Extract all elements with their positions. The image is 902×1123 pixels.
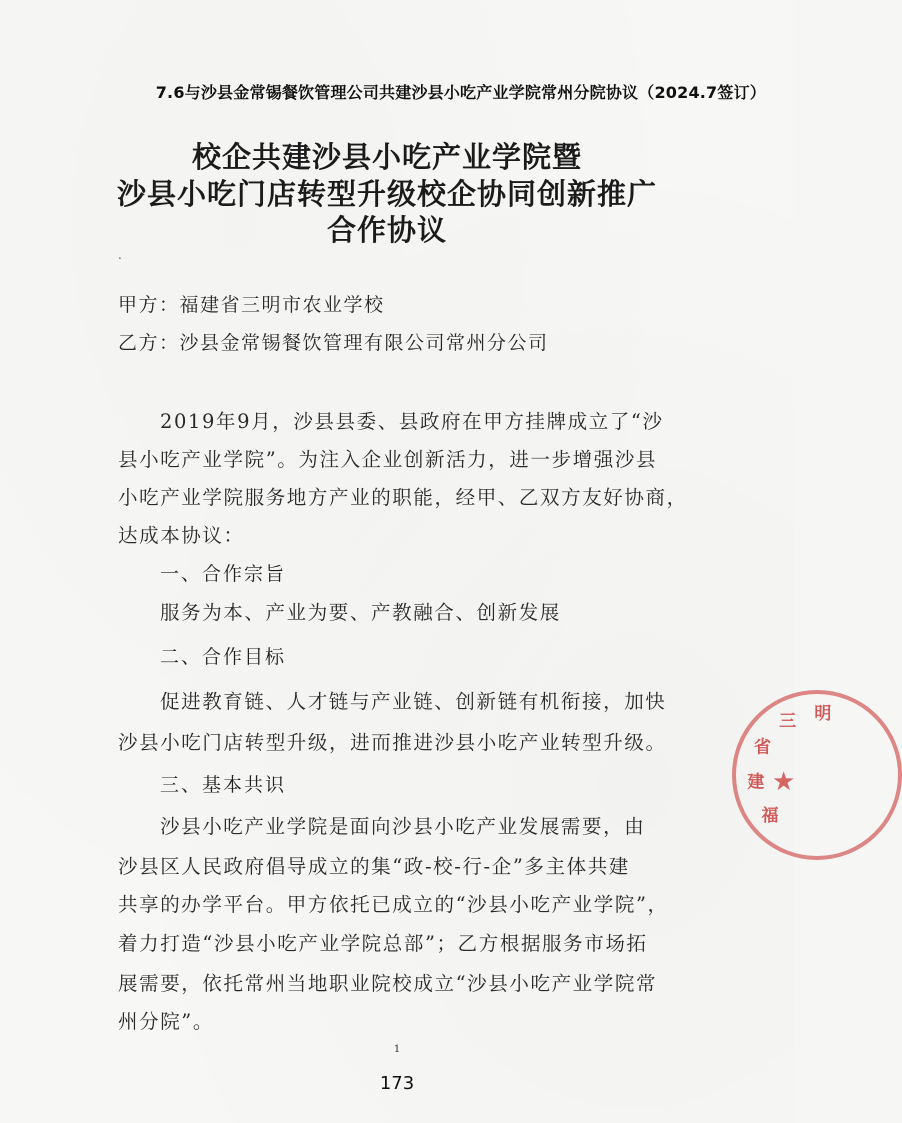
- section-3-line: 沙县区人民政府倡导成立的集“政-校-行-企”多主体共建: [118, 855, 630, 878]
- official-seal: [732, 690, 902, 860]
- section-3-line: 共享的办学平台。甲方依托已成立的“沙县小吃产业学院”，: [118, 893, 669, 916]
- title-line-1: 校企共建沙县小吃产业学院暨: [191, 140, 582, 174]
- seal-star-icon: ★: [772, 767, 796, 797]
- section-2-line: 促进教育链、人才链与产业链、创新链有机衔接，加快: [160, 690, 667, 713]
- page-number-small: 1: [393, 1044, 401, 1055]
- section-1-line: 服务为本、产业为要、产教融合、创新发展: [160, 601, 561, 624]
- intro-line: 县小吃产业学院”。为注入企业创新活力，进一步增强沙县: [118, 448, 658, 471]
- party-a: 甲方：福建省三明市农业学校: [118, 294, 385, 316]
- section-3-line: 州分院”。: [118, 1010, 214, 1033]
- intro-line: 小吃产业学院服务地方产业的职能，经甲、乙双方友好协商，: [118, 486, 688, 509]
- section-heading-1: 一、合作宗旨: [160, 563, 287, 585]
- scan-speck: .: [118, 248, 122, 262]
- title-line-2: 沙县小吃门店转型升级校企协同创新推广: [116, 177, 657, 211]
- title-line-3: 合作协议: [326, 213, 447, 247]
- section-heading-3: 三、基本共识: [160, 774, 287, 796]
- section-2-line: 沙县小吃门店转型升级，进而推进沙县小吃产业转型升级。: [118, 731, 667, 754]
- section-3-line: 展需要，依托常州当地职业院校成立“沙县小吃产业学院常: [118, 972, 658, 995]
- section-heading-2: 二、合作目标: [160, 646, 287, 668]
- section-3-line: 沙县小吃产业学院是面向沙县小吃产业发展需要，由: [160, 815, 646, 838]
- page-number: 173: [379, 1073, 415, 1094]
- section-3-line: 着力打造“沙县小吃产业学院总部”；乙方根据服务市场拓: [118, 932, 648, 955]
- document-annotation: 7.6与沙县金常锡餐饮管理公司共建沙县小吃产业学院常州分院协议（2024.7签订）: [155, 83, 766, 102]
- svg-text:福建省三明: 福建省三 明: [747, 704, 832, 826]
- intro-line: 2019年9月，沙县县委、县政府在甲方挂牌成立了“沙: [160, 410, 664, 433]
- party-b: 乙方：沙县金常锡餐饮管理有限公司常州分公司: [118, 332, 549, 354]
- intro-line: 达成本协议：: [118, 524, 245, 547]
